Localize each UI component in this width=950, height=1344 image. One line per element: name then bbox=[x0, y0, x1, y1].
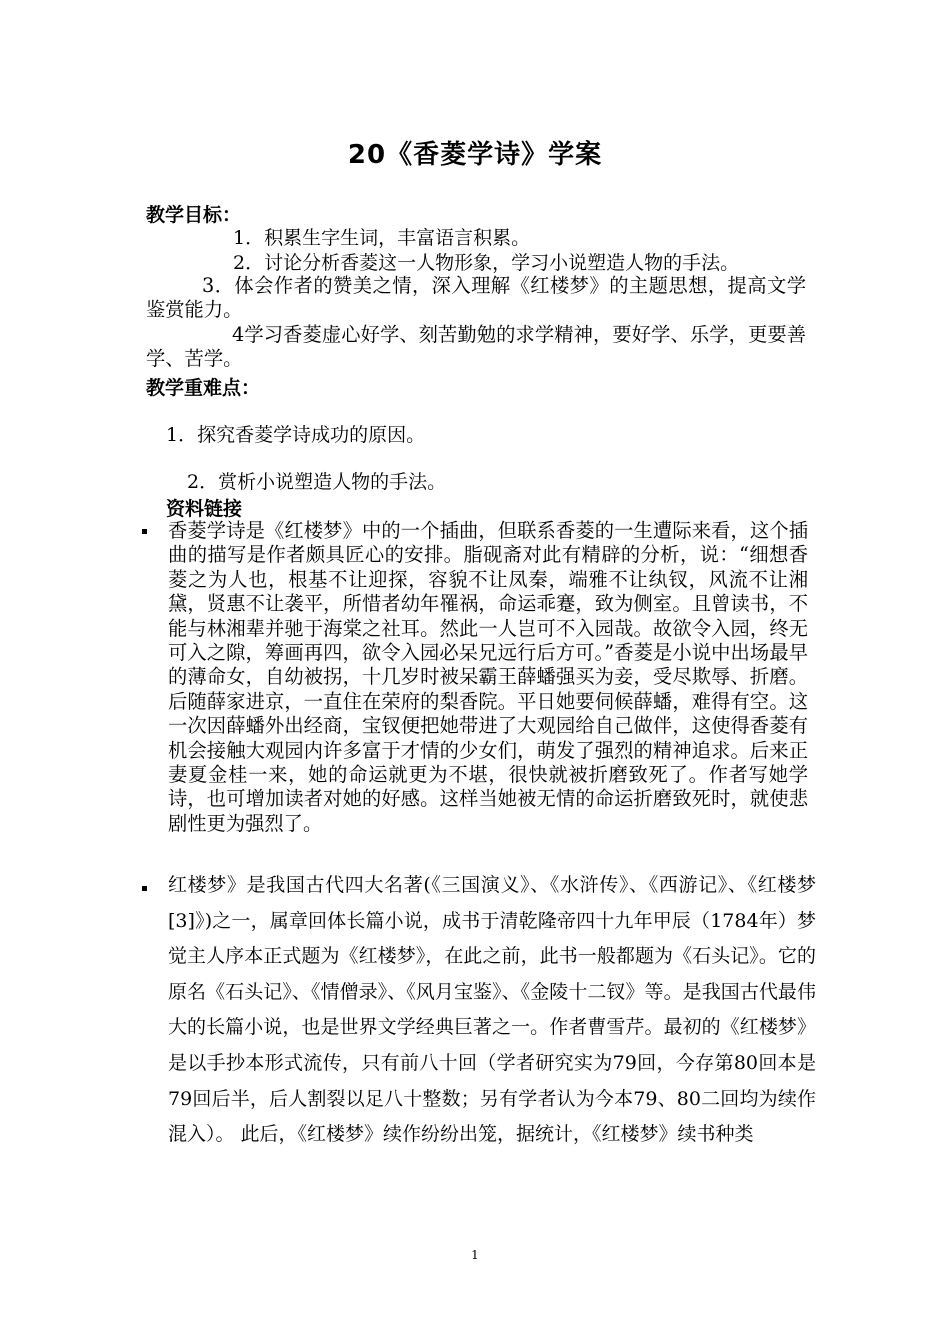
key-point-item-1: 1．探究香菱学诗成功的原因。 bbox=[166, 424, 426, 446]
bullet-marker bbox=[142, 886, 147, 891]
document-title: 20《香菱学诗》学案 bbox=[347, 140, 603, 170]
resources-heading: 资料链接 bbox=[166, 498, 243, 520]
objective-item-2: 2．讨论分析香菱这一人物形象，学习小说塑造人物的手法。 bbox=[233, 252, 740, 274]
bullet-marker bbox=[142, 529, 147, 534]
resource-paragraph-1: 香菱学诗是《红楼梦》中的一个插曲，但联系香菱的一生遭际来看，这个插曲的描写是作者颇具匠心的安排。脂砚斋对此有精辟的分析，说：“细想香菱之为人也，根基不让迎探，容貌不让凤秦，端雅不让纨钗，风流不让湘黛，贤惠不让袭平，所惜者幼年罹祸，命运乖蹇，致为侧室。且曾读书，不能与林湘辈并驰于海棠之社耳。然此一人岂可不入园哉。故欲令入园，终无可入之隙，筹画再四，欲令入园必呆兄远行后方可。”香菱是小说中出场最早的薄命女，自幼被拐，十几岁时被呆霸王薛蟠强买为妾，受尽欺辱、折磨。后随薛家进京，一直住在荣府的梨香院。平日她要伺候薛蟠，难得有空。这一次因薛蟠外出经商，宝钗便把她带进了大观园给自己做伴，这使得香菱有机会接触大观园内许多富于才情的少女们，萌发了强烈的精神追求。后来正妻夏金桂一来，她的命运就更为不堪，很快就被折磨致死了。作者写她学诗，也可增加读者对她的好感。这样当她被无情的命运折磨致死时，就使悲剧性更为强烈了。 bbox=[168, 519, 808, 835]
objective-item-1: 1．积累生字生词，丰富语言积累。 bbox=[233, 227, 531, 249]
page-number: 1 bbox=[471, 1248, 479, 1262]
key-points-heading: 教学重难点： bbox=[146, 377, 261, 399]
key-point-item-2: 2．赏析小说塑造人物的手法。 bbox=[187, 471, 447, 493]
objectives-heading: 教学目标： bbox=[146, 204, 242, 226]
resource-paragraph-2: 红楼梦》是我国古代四大名著(《三国演义》、《水浒传》、《西游记》、《红楼梦[3]》)之一，属章回体长篇小说，成书于清乾隆帝四十九年甲辰（1784年）梦觉主人序本正式题为《红楼梦》，在此之前，此书一般都题为《石头记》。它的原名《石头记》、《情僧录》、《风月宝鉴》、《金陵十二钗》等。是我国古代最伟大的长篇小说，也是世界文学经典巨著之一。作者曹雪芹。最初的《红楼梦》是以手抄本形式流传，只有前八十回（学者研究实为79回，今存第80回本是79回后半，后人割裂以足八十整数；另有学者认为今本79、80二回均为续作混入）。 此后，《红楼梦》续作纷纷出笼，据统计，《红楼梦》续书种类 bbox=[168, 874, 816, 1146]
objective-item-3: 3．体会作者的赞美之情，深入理解《红楼梦》的主题思想，提高文学鉴赏能力。 bbox=[146, 274, 806, 322]
objective-item-4: 4学习香菱虚心好学、刻苦勤勉的求学精神，要好学、乐学，更要善学、苦学。 bbox=[146, 323, 806, 371]
